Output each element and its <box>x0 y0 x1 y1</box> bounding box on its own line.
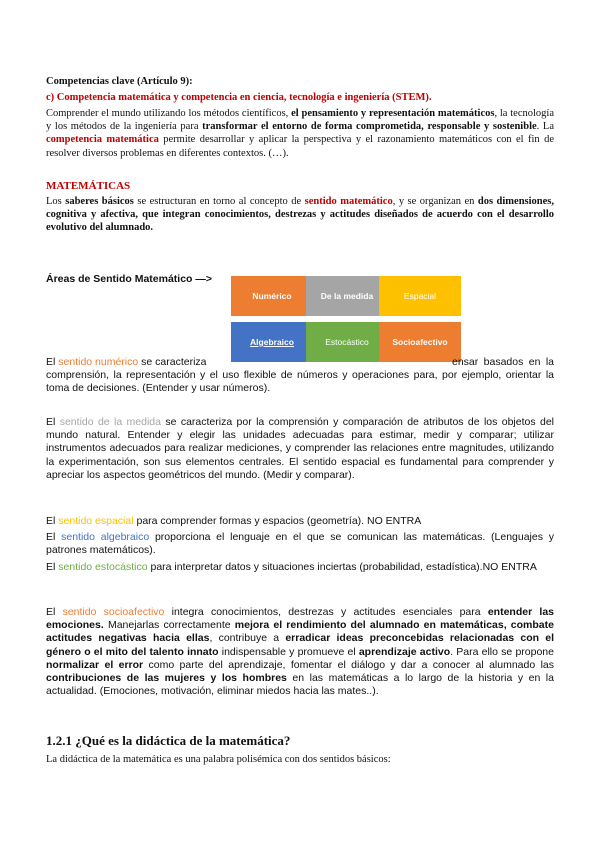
tile-espacial: Espacial <box>379 276 461 316</box>
competencias-heading: Competencias clave (Artículo 9): <box>46 76 193 87</box>
tile-algebraico: Algebraico <box>231 322 313 362</box>
tile-numerico: Numérico <box>231 276 313 316</box>
sentido-diagram <box>225 270 465 368</box>
medida-paragraph: El sentido de la medida se caracteriza por la comprensión y comparación de atributos de los objetos del mundo natural. Entender y elegir las unidades adecuadas para estimar, medir y comparar; utilizar instrumentos adecuados para realizar mediciones, y comprender las relaciones entre magnitudes, utilizando la experimentación, son sus elementos centrales. El sentido espacial es fundamental para comprender y apreciar los aspectos geométricos del mundo. (Medir y comparar). <box>46 416 554 481</box>
socioafectivo-paragraph: El sentido socioafectivo integra conocimientos, destrezas y actitudes esenciales para entender las emociones. Manejarlas correctamente mejora el rendimiento del alumnado en matemáticas, combate actitudes negativas hacia ellas, contribuye a erradicar ideas preconcebidas relacionadas con el género o el mito del talento innato indispensable y promueve el aprendizaje activo. Para ello se propone normalizar el error como parte del aprendizaje, fomentar el diálogo y dar a conocer al alumnado las contribuciones de las mujeres y los hombres en las matemáticas a lo largo de la historia y en la actualidad. (Emociones, motivación, eliminar miedos hacia las mates..). <box>46 606 555 698</box>
saberes-paragraph: Los saberes básicos se estructuran en torno al concepto de sentido matemático, y se organizan en dos dimensiones, cognitiva y afectiva, que integran conocimientos, destrezas y actitudes diseñados de acuerdo con el desarrollo evolutivo del alumnado. <box>46 196 555 234</box>
didactica-text: La didáctica de la matemática es una palabra polisémica con dos sentidos básicos: <box>46 754 391 765</box>
stem-paragraph: Comprender el mundo utilizando los métodos científicos, el pensamiento y representación matemáticos, la tecnología y los métodos de la ingeniería para transformar el entorno de forma comprometida, responsable y sostenible. La competencia matemática permite desarrollar y aplicar la perspectiva y el razonamiento matemáticos con el fin de resolver diversos problemas en diferentes contextos. (…). <box>46 108 555 159</box>
estocastico-paragraph: El sentido estocástico para interpretar datos y situaciones inciertas (probabilidad, estadística).NO ENTRA <box>46 561 537 573</box>
numerico-paragraph: ensar basados en la comprensión, la representación y el uso flexible de números y operaciones para, por ejemplo, orientar la toma de decisiones. (Entender y usar números). <box>46 356 554 395</box>
tile-estocastico: Estocástico <box>306 322 388 362</box>
numerico-line1: El sentido numérico se caracteriza <box>46 356 207 368</box>
espacial-paragraph: El sentido espacial para comprender formas y espacios (geometría). NO ENTRA <box>46 515 422 527</box>
areas-label: Áreas de Sentido Matemático —> <box>46 273 213 285</box>
matematicas-heading: MATEMÁTICAS <box>46 180 131 192</box>
didactica-heading: 1.2.1 ¿Qué es la didáctica de la matemática? <box>46 733 291 748</box>
algebraico-paragraph: El sentido algebraico proporciona el lenguaje en el que se comunican las matemáticas. (Lenguajes y patrones matemáticos). <box>46 531 554 557</box>
stem-subheading: c) Competencia matemática y competencia en ciencia, tecnología e ingeniería (STEM). <box>46 92 432 103</box>
tile-medida: De la medida <box>306 276 388 316</box>
tile-socioafectivo: Socioafectivo <box>379 322 461 362</box>
